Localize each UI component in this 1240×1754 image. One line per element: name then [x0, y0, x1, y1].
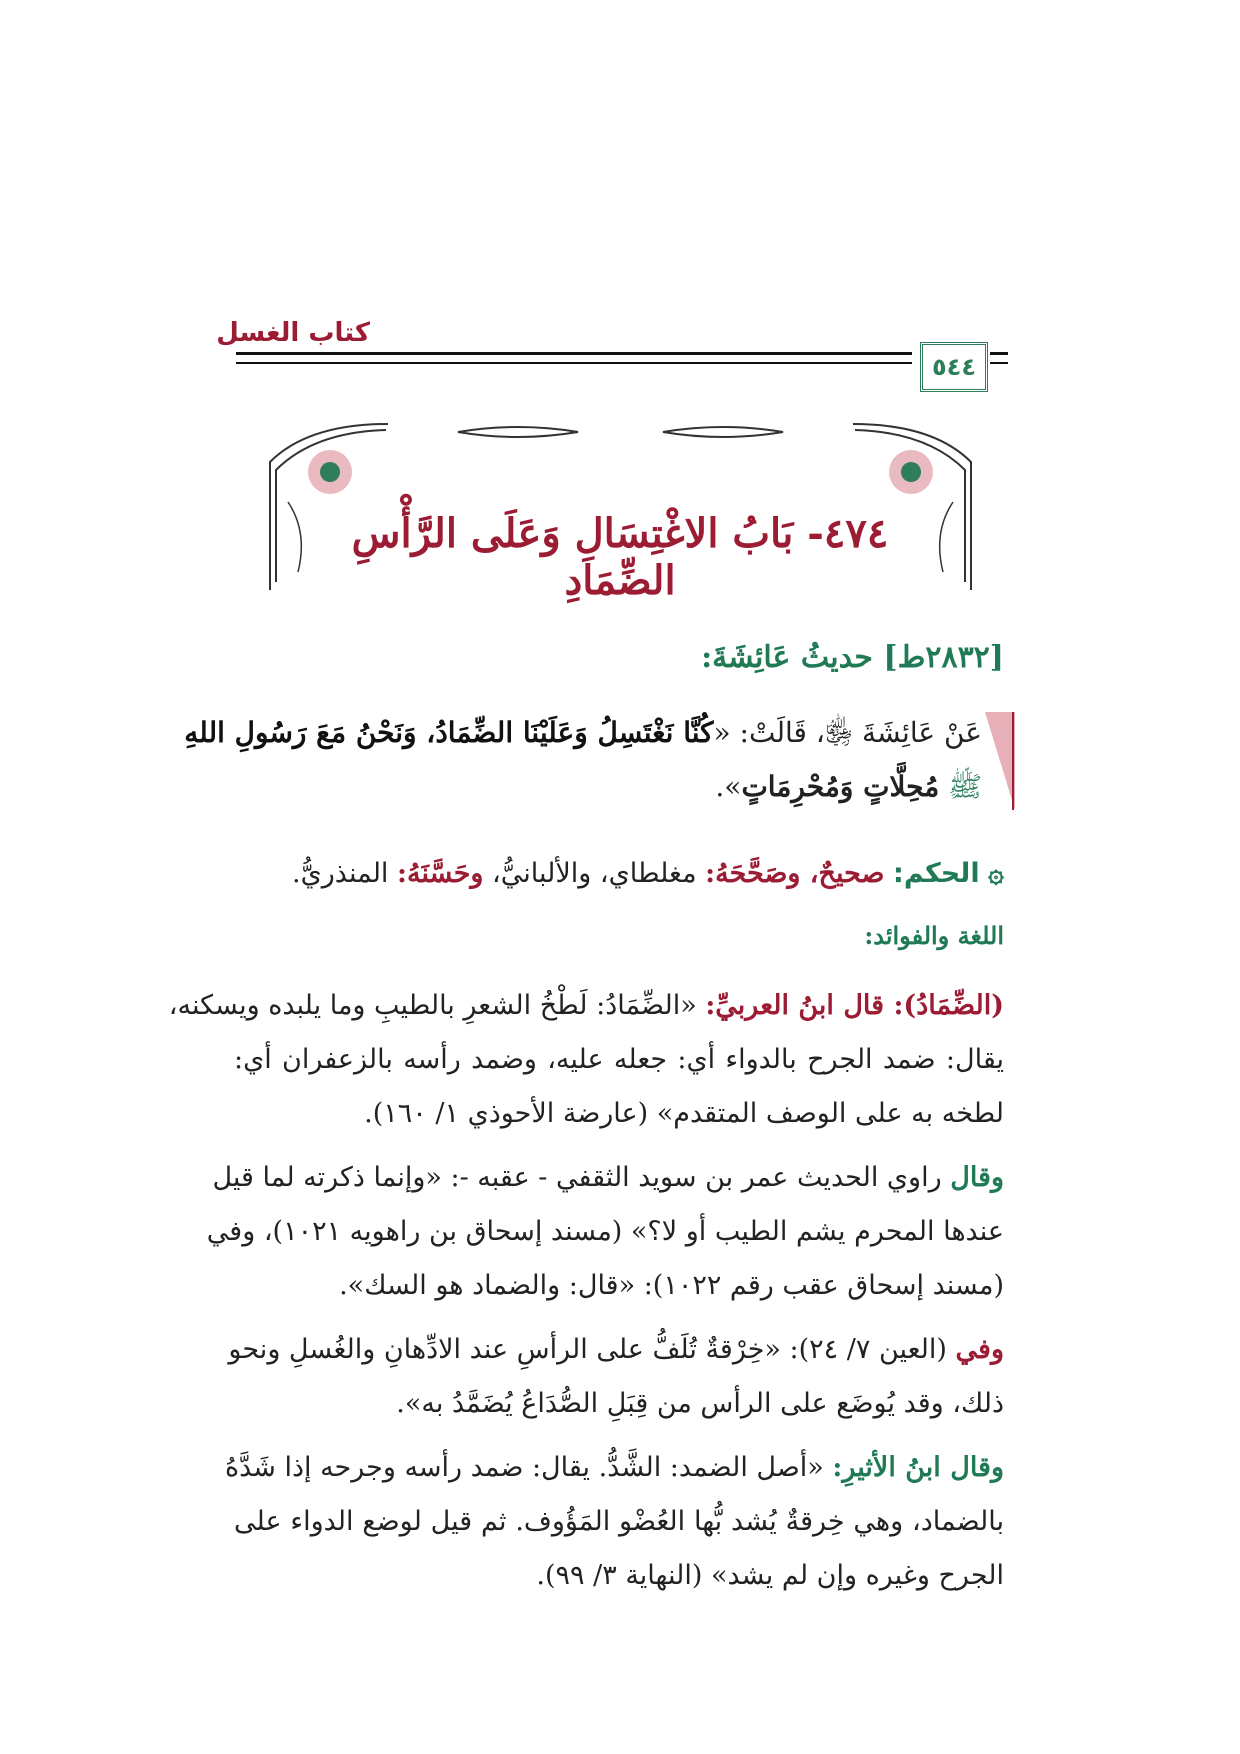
salutation: ﷺ [939, 770, 982, 803]
paragraph-line: بالضماد، وهي خِرقةٌ يُشد بُّها العُضْو المَؤُوف. ثم قيل لوضع الدواء على [234, 1506, 1004, 1537]
book-title: كتاب الغسل [216, 318, 370, 348]
paragraph-text: «أصل الضمد: الشَّدُّ. يقال: ضمد رأسه وجرحه إذا شَدَّهُ [224, 1452, 824, 1483]
header-rule-right-bottom [990, 362, 1008, 364]
hadith-narrator: عَنْ عَائِشَةَ ﵂، قَالَتْ: « [713, 716, 982, 749]
paragraph-line [228, 1334, 1004, 1365]
paragraph-line: يقال: ضمد الجرح بالدواء أي: جعله عليه، وضمد رأسه بالزعفران أي: [234, 1044, 1004, 1075]
ruling-names: مغلطاي، والألبانيُّ، [492, 858, 697, 889]
paragraph-text: «الضِّمَادُ: لَطْخُ الشعرِ بالطيبِ وما يلبده ويسكنه، [168, 990, 697, 1021]
ruling-hasan: وحَسَّنَهُ: [397, 858, 484, 889]
ruling-label: الحكم: [893, 858, 980, 889]
hadith-text-line [234, 770, 982, 810]
ruling-line [234, 858, 1004, 889]
paragraph-line: عندها المحرم يشم الطيب أو لا؟» (مسند إسحاق بن راهويه ١٠٢١)، وفي [206, 1216, 1004, 1247]
hadith-quote: مُحِلَّاتٍ وَمُحْرِمَاتٍ [741, 770, 940, 803]
term-label: (الضِّمَادُ): قال ابنُ العربيِّ: [705, 990, 1004, 1021]
paragraph-line [168, 990, 1004, 1021]
paragraph-text: (العين ٧/ ٢٤): «خِرْقةٌ تُلَفُّ على الرأسِ عند الادِّهانِ والغُسلِ ونحو [228, 1334, 947, 1365]
paragraph-line [212, 1162, 1004, 1193]
term-label: وقال [950, 1162, 1004, 1193]
language-heading: اللغة والفوائد: [864, 921, 1004, 950]
hadith-corner-decoration [985, 712, 1015, 810]
paragraph-line: الجرح وغيره وإن لم يشد» (النهاية ٣/ ٩٩). [536, 1560, 1004, 1591]
paragraph-line: (مسند إسحاق عقب رقم ١٠٢٢): «قال: والضماد هو السك». [339, 1270, 1004, 1301]
header-rule-right [990, 352, 1008, 355]
ruling-end: المنذريُّ. [292, 858, 389, 889]
chapter-title: ٤٧٤- بَابُ الاغْتِسَالِ وَعَلَى الرَّأْسِ الضِّمَادِ [351, 510, 889, 604]
paragraph-line: ذلك، وقد يُوضَع على الرأس من قِبَلِ الصُّدَاعُ يُضَمَّدُ به». [396, 1388, 1004, 1419]
header-rule-bottom [236, 362, 912, 364]
paragraph-line: لطخه به على الوصف المتقدم» (عارضة الأحوذي ١/ ١٦٠). [364, 1098, 1004, 1129]
hadith-text-line [184, 716, 982, 756]
section-heading [234, 920, 1004, 951]
ruling-sahih: صحيحٌ، وصَحَّحَهُ: [705, 858, 885, 889]
page-number: ٥٤٤ [920, 342, 988, 392]
header-rule-top [236, 352, 912, 355]
paragraph-line [224, 1452, 1004, 1483]
hadith-quote-end: ». [715, 770, 742, 803]
term-label: وفي [955, 1334, 1004, 1365]
term-label: وقال ابنُ الأثيرِ: [832, 1452, 1004, 1483]
paragraph-text: راوي الحديث عمر بن سويد الثقفي - عقبه -: «وإنما ذكرته لما قيل [212, 1162, 942, 1193]
hadith-quote: كُنَّا نَغْتَسِلُ وَعَلَيْنَا الضِّمَادُ، وَنَحْنُ مَعَ رَسُولِ اللهِ [184, 716, 714, 749]
ruling-symbol: ۞ [988, 858, 1004, 889]
hadith-reference: [٢٨٣٢ط] حديثُ عَائِشَةَ: [701, 640, 1004, 675]
